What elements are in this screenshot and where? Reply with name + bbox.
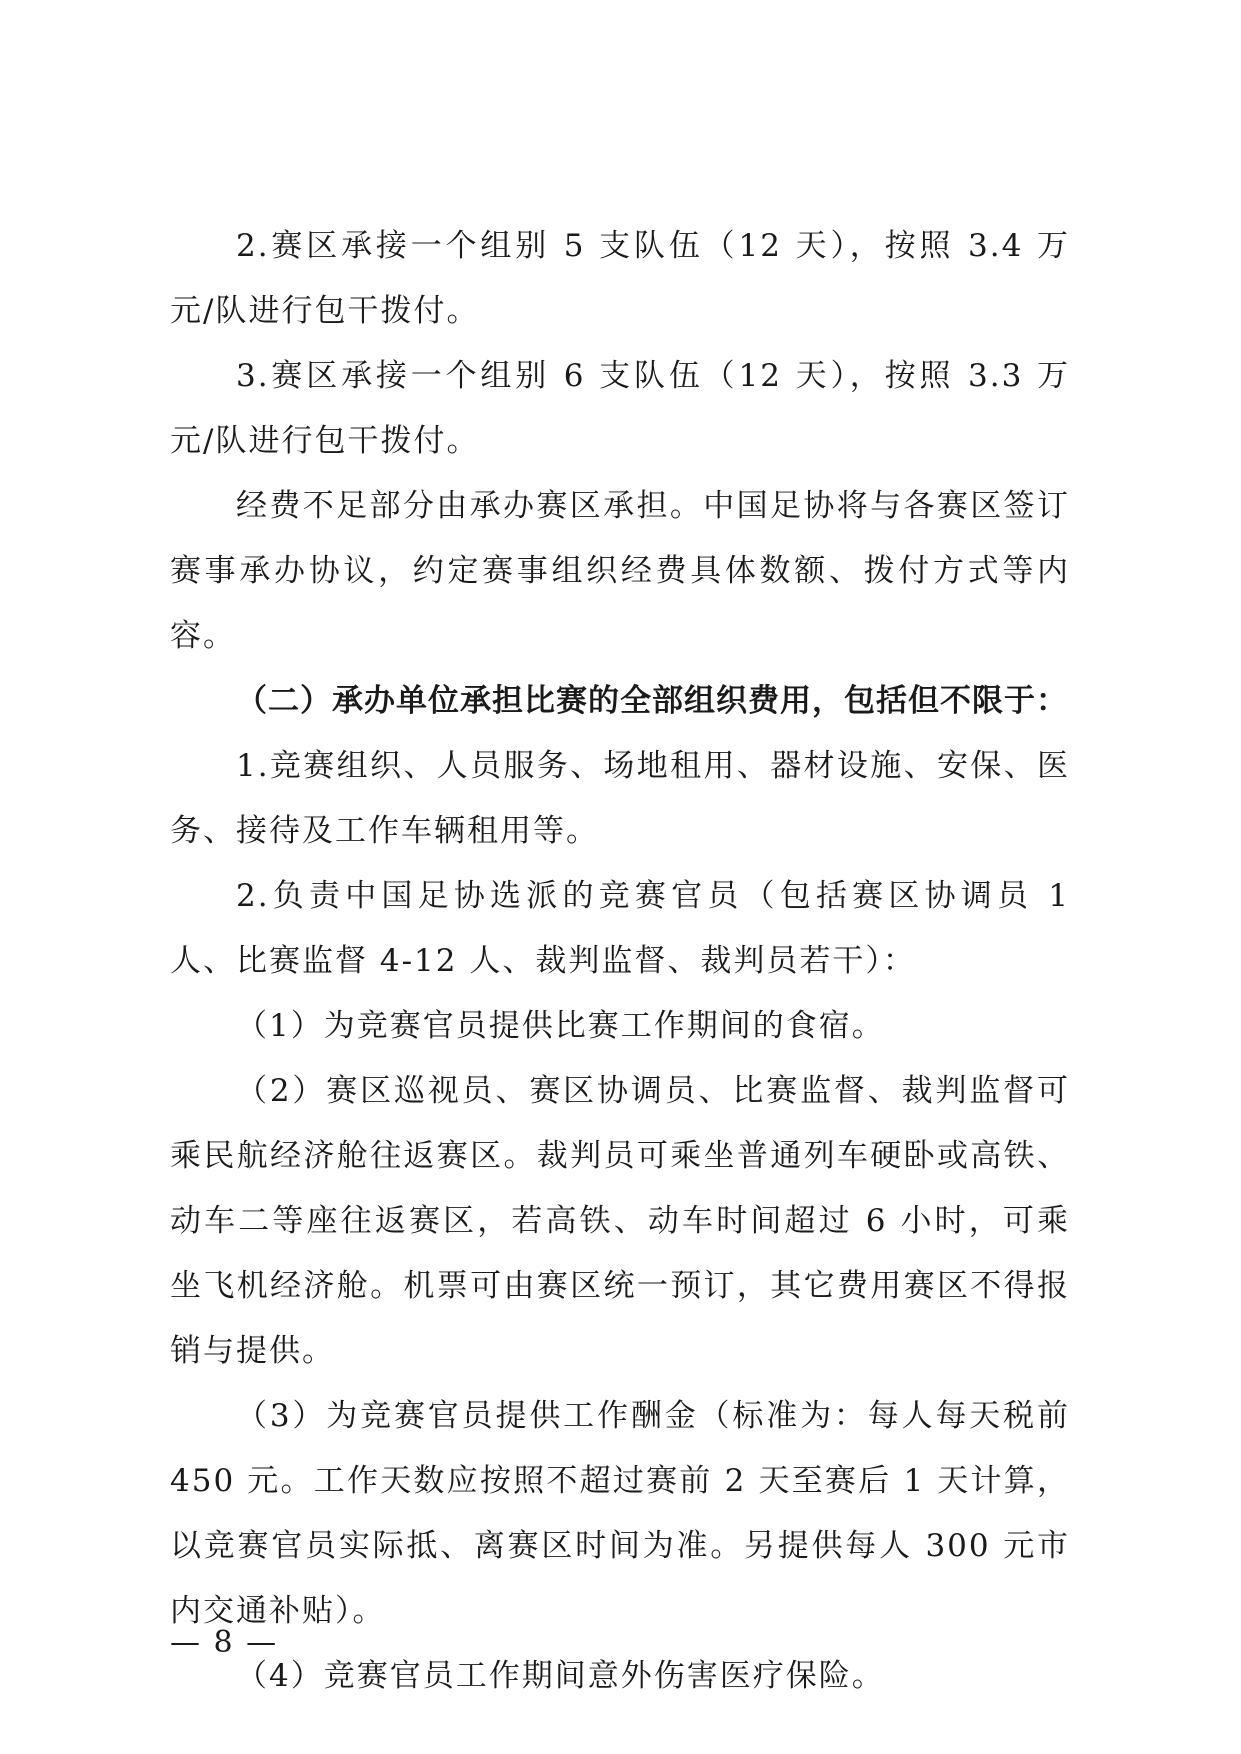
- paragraph-competition-organization: 1.竞赛组织、人员服务、场地租用、器材设施、安保、医务、接待及工作车辆租用等。: [170, 748, 1070, 849]
- paragraph-officials-insurance: （4）竞赛官员工作期间意外伤害医疗保险。: [236, 1658, 885, 1694]
- paragraph-officials: 2.负责中国足协选派的竞赛官员（包括赛区协调员 1 人、比赛监督 4-12 人、裁判监督、裁判员若干）：: [170, 878, 1070, 979]
- paragraph-officials-travel: （2）赛区巡视员、赛区协调员、比赛监督、裁判监督可乘民航经济舱往返赛区。裁判员可乘坐普通列车硬卧或高铁、动车二等座往返赛区，若高铁、动车时间超过 6 小时，可乘坐飞机经济舱。机票可由赛区统一预订，其它费用赛区不得报销与提供。: [170, 1073, 1070, 1369]
- page-number: — 8 —: [170, 1625, 279, 1660]
- paragraph-funding-shortfall: 经费不足部分由承办赛区承担。中国足协将与各赛区签订赛事承办协议，约定赛事组织经费具体数额、拨付方式等内容。: [170, 488, 1070, 654]
- paragraph-funding-5-teams: 2.赛区承接一个组别 5 支队伍（12 天），按照 3.4 万元/队进行包干拨付。: [170, 228, 1070, 329]
- section-heading-organizer-costs: （二）承办单位承担比赛的全部组织费用，包括但不限于：: [236, 683, 1068, 719]
- document-body: [170, 214, 1070, 1709]
- paragraph-officials-lodging: （1）为竞赛官员提供比赛工作期间的食宿。: [236, 1008, 885, 1044]
- paragraph-funding-6-teams: 3.赛区承接一个组别 6 支队伍（12 天），按照 3.3 万元/队进行包干拨付。: [170, 358, 1070, 459]
- paragraph-officials-remuneration: （3）为竞赛官员提供工作酬金（标准为：每人每天税前 450 元。工作天数应按照不超过赛前 2 天至赛后 1 天计算，以竞赛官员实际抵、离赛区时间为准。另提供每人 300 元市内交通补贴）。: [170, 1398, 1070, 1629]
